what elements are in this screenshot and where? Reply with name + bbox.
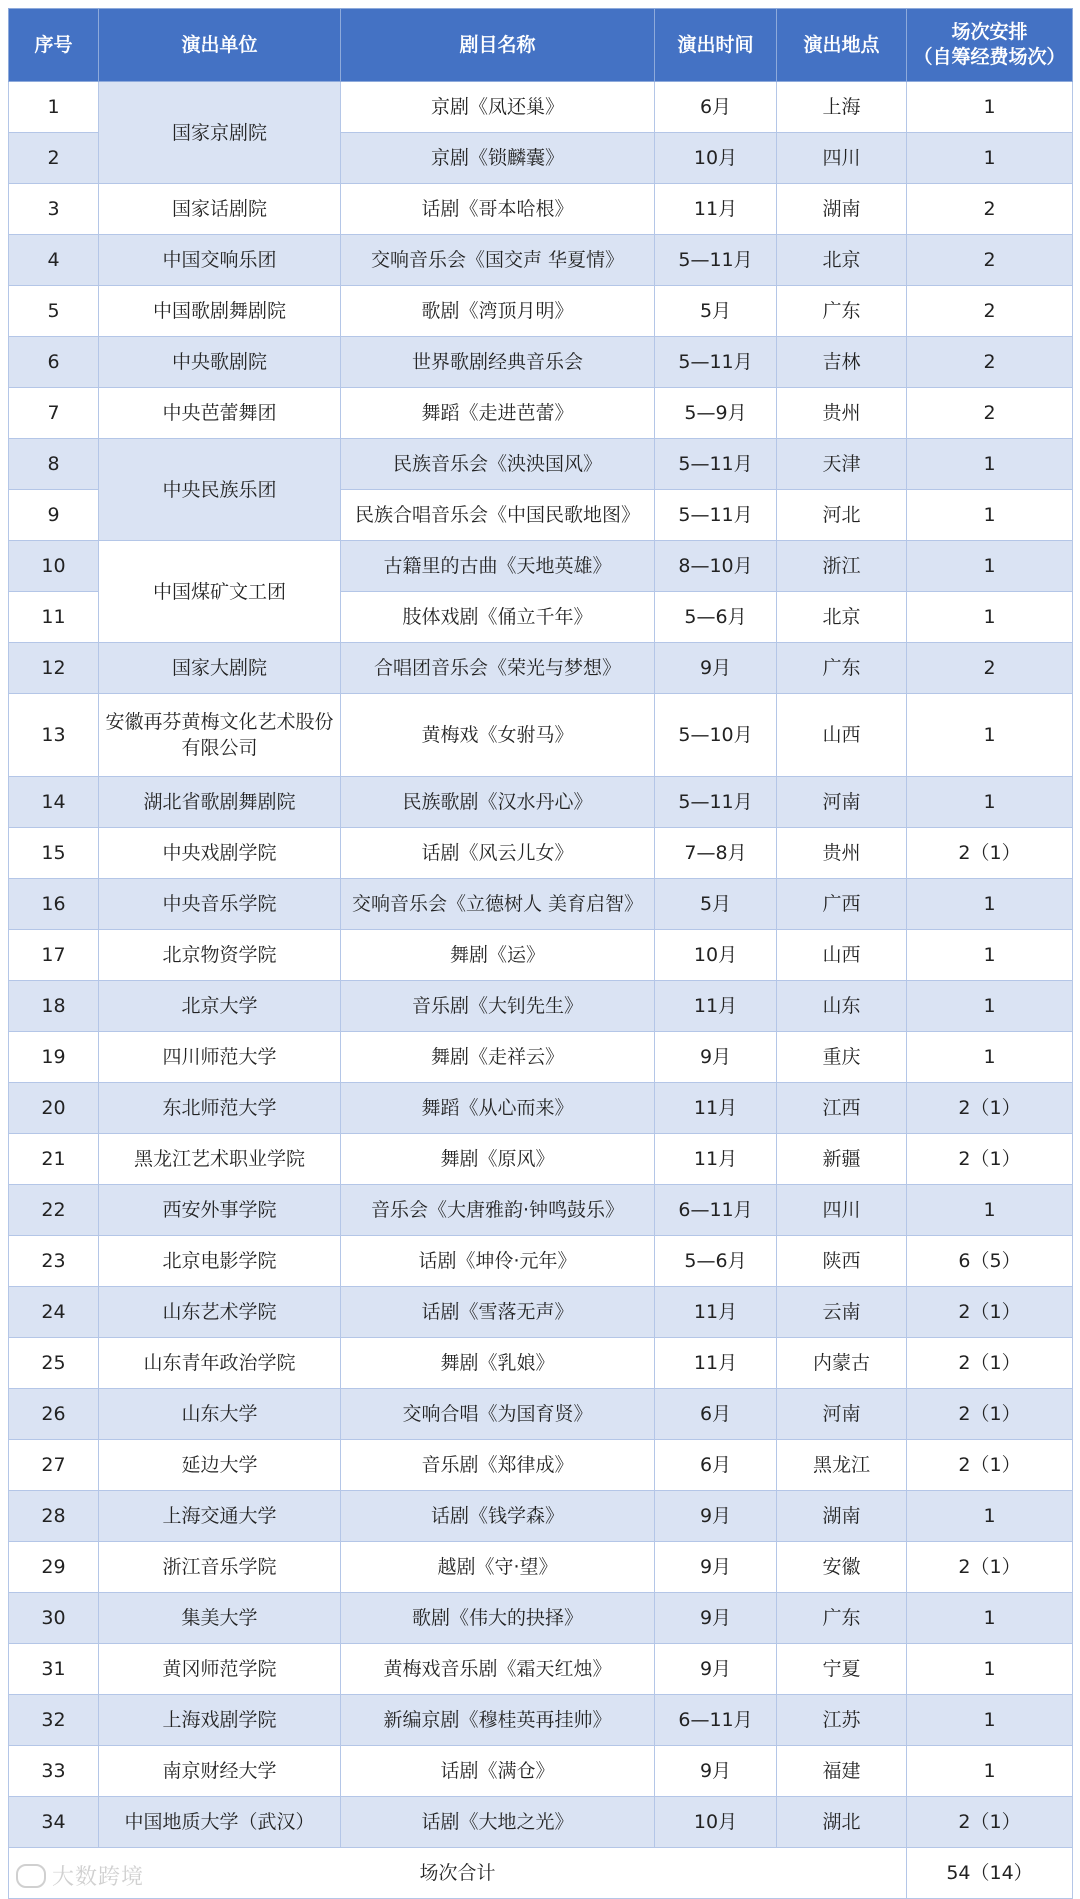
- cell-place: 湖北: [777, 1797, 907, 1848]
- cell-unit: 四川师范大学: [99, 1032, 341, 1083]
- table-row: [9, 930, 1073, 981]
- cell-no: 33: [9, 1746, 99, 1797]
- cell-count: 2: [907, 337, 1073, 388]
- cell-no: 18: [9, 981, 99, 1032]
- cell-program: 话剧《坤伶·元年》: [341, 1236, 655, 1287]
- cell-program: 音乐会《大唐雅韵·钟鸣鼓乐》: [341, 1185, 655, 1236]
- cell-no: 21: [9, 1134, 99, 1185]
- cell-no: 25: [9, 1338, 99, 1389]
- cell-program: 京剧《凤还巢》: [341, 82, 655, 133]
- cell-program: 肢体戏剧《俑立千年》: [341, 592, 655, 643]
- table-row: [9, 1185, 1073, 1236]
- cell-count: 1: [907, 879, 1073, 930]
- performance-table: [8, 8, 1073, 1899]
- cell-count: 2（1）: [907, 1389, 1073, 1440]
- cell-unit: 中国地质大学（武汉）: [99, 1797, 341, 1848]
- cell-no: 19: [9, 1032, 99, 1083]
- table-body: [9, 82, 1073, 1899]
- cell-count: 1: [907, 439, 1073, 490]
- cell-count: 1: [907, 777, 1073, 828]
- cell-time: 7—8月: [655, 828, 777, 879]
- cell-count: 2: [907, 235, 1073, 286]
- cell-place: 重庆: [777, 1032, 907, 1083]
- cell-place: 广东: [777, 643, 907, 694]
- cell-time: 11月: [655, 1338, 777, 1389]
- header-count-line1: 场次安排: [951, 21, 1028, 43]
- table-row: [9, 1032, 1073, 1083]
- cell-count: 2: [907, 643, 1073, 694]
- table-row: [9, 694, 1073, 777]
- cell-place: 山西: [777, 694, 907, 777]
- cell-unit: 中国煤矿文工团: [99, 541, 341, 643]
- table-row: [9, 1338, 1073, 1389]
- cell-program: 话剧《钱学森》: [341, 1491, 655, 1542]
- header-count: [907, 9, 1073, 82]
- cell-place: 吉林: [777, 337, 907, 388]
- table-row: [9, 828, 1073, 879]
- cell-program: 交响音乐会《国交声 华夏情》: [341, 235, 655, 286]
- table-row: [9, 337, 1073, 388]
- cell-count: 1: [907, 1491, 1073, 1542]
- cell-time: 5月: [655, 286, 777, 337]
- watermark-text: 大数跨境: [52, 1865, 145, 1890]
- cell-time: 9月: [655, 1491, 777, 1542]
- cell-count: 2（1）: [907, 1542, 1073, 1593]
- table-row: [9, 981, 1073, 1032]
- cell-unit: 集美大学: [99, 1593, 341, 1644]
- cell-program: 新编京剧《穆桂英再挂帅》: [341, 1695, 655, 1746]
- cell-place: 宁夏: [777, 1644, 907, 1695]
- cell-time: 6月: [655, 1389, 777, 1440]
- cell-unit: 东北师范大学: [99, 1083, 341, 1134]
- cell-count: 1: [907, 1593, 1073, 1644]
- cell-program: 合唱团音乐会《荣光与梦想》: [341, 643, 655, 694]
- cell-time: 10月: [655, 1797, 777, 1848]
- cell-program: 话剧《雪落无声》: [341, 1287, 655, 1338]
- cell-unit: 国家话剧院: [99, 184, 341, 235]
- cell-unit: 中央芭蕾舞团: [99, 388, 341, 439]
- table-row: [9, 1440, 1073, 1491]
- table-row: [9, 1644, 1073, 1695]
- cell-no: 10: [9, 541, 99, 592]
- cell-time: 9月: [655, 1542, 777, 1593]
- cell-place: 天津: [777, 439, 907, 490]
- cell-program: 越剧《守·望》: [341, 1542, 655, 1593]
- total-row: [9, 1848, 1073, 1899]
- cell-unit: 黄冈师范学院: [99, 1644, 341, 1695]
- cell-count: 1: [907, 133, 1073, 184]
- cell-count: 2（1）: [907, 1338, 1073, 1389]
- cell-count: 1: [907, 1185, 1073, 1236]
- header-row: [9, 9, 1073, 82]
- cell-time: 5—11月: [655, 337, 777, 388]
- cell-program: 舞剧《走祥云》: [341, 1032, 655, 1083]
- cell-program: 民族歌剧《汉水丹心》: [341, 777, 655, 828]
- cell-place: 贵州: [777, 828, 907, 879]
- cell-place: 贵州: [777, 388, 907, 439]
- cell-count: 1: [907, 981, 1073, 1032]
- cell-no: 13: [9, 694, 99, 777]
- cell-no: 8: [9, 439, 99, 490]
- cell-time: 5—6月: [655, 592, 777, 643]
- table-row: [9, 1593, 1073, 1644]
- cell-program: 黄梅戏《女驸马》: [341, 694, 655, 777]
- cell-time: 11月: [655, 981, 777, 1032]
- cell-count: 2: [907, 184, 1073, 235]
- cell-no: 32: [9, 1695, 99, 1746]
- cell-place: 江西: [777, 1083, 907, 1134]
- cell-time: 5—9月: [655, 388, 777, 439]
- cell-time: 11月: [655, 1083, 777, 1134]
- cell-unit: 国家大剧院: [99, 643, 341, 694]
- cell-time: 6—11月: [655, 1185, 777, 1236]
- cell-no: 26: [9, 1389, 99, 1440]
- cell-time: 5—11月: [655, 439, 777, 490]
- cell-unit: 浙江音乐学院: [99, 1542, 341, 1593]
- cell-place: 河南: [777, 777, 907, 828]
- table-row: [9, 1695, 1073, 1746]
- cell-place: 四川: [777, 1185, 907, 1236]
- cell-count: 2（1）: [907, 1083, 1073, 1134]
- cell-count: 6（5）: [907, 1236, 1073, 1287]
- cell-program: 话剧《哥本哈根》: [341, 184, 655, 235]
- table-row: [9, 82, 1073, 133]
- cell-unit: 延边大学: [99, 1440, 341, 1491]
- cell-program: 交响合唱《为国育贤》: [341, 1389, 655, 1440]
- table-row: [9, 1083, 1073, 1134]
- header-time: 演出时间: [655, 9, 777, 82]
- cell-time: 11月: [655, 1134, 777, 1185]
- cell-time: 11月: [655, 184, 777, 235]
- cell-no: 7: [9, 388, 99, 439]
- cell-unit: 北京电影学院: [99, 1236, 341, 1287]
- cell-time: 9月: [655, 643, 777, 694]
- cell-count: 2（1）: [907, 1287, 1073, 1338]
- cell-no: 16: [9, 879, 99, 930]
- cell-place: 山西: [777, 930, 907, 981]
- cell-no: 5: [9, 286, 99, 337]
- cell-time: 5—11月: [655, 235, 777, 286]
- header-program: 剧目名称: [341, 9, 655, 82]
- cell-unit: 安徽再芬黄梅文化艺术股份有限公司: [99, 694, 341, 777]
- cell-count: 1: [907, 1746, 1073, 1797]
- cell-program: 民族合唱音乐会《中国民歌地图》: [341, 490, 655, 541]
- watermark: [16, 1860, 144, 1891]
- cell-unit: 北京大学: [99, 981, 341, 1032]
- cell-place: 安徽: [777, 1542, 907, 1593]
- cell-program: 舞剧《运》: [341, 930, 655, 981]
- cell-count: 1: [907, 930, 1073, 981]
- cell-place: 陕西: [777, 1236, 907, 1287]
- cell-unit: 黑龙江艺术职业学院: [99, 1134, 341, 1185]
- cell-program: 黄梅戏音乐剧《霜天红烛》: [341, 1644, 655, 1695]
- cell-no: 27: [9, 1440, 99, 1491]
- cell-unit: 中央民族乐团: [99, 439, 341, 541]
- cell-place: 广东: [777, 286, 907, 337]
- cell-time: 6—11月: [655, 1695, 777, 1746]
- cell-unit: 中国歌剧舞剧院: [99, 286, 341, 337]
- cell-program: 舞剧《原风》: [341, 1134, 655, 1185]
- cell-time: 10月: [655, 133, 777, 184]
- table-row: [9, 184, 1073, 235]
- cell-count: 2: [907, 286, 1073, 337]
- cell-program: 古籍里的古曲《天地英雄》: [341, 541, 655, 592]
- cell-no: 29: [9, 1542, 99, 1593]
- cell-no: 22: [9, 1185, 99, 1236]
- cell-no: 6: [9, 337, 99, 388]
- cell-unit: 中国交响乐团: [99, 235, 341, 286]
- cell-unit: 上海交通大学: [99, 1491, 341, 1542]
- cell-time: 9月: [655, 1644, 777, 1695]
- table-row: [9, 1491, 1073, 1542]
- cell-place: 北京: [777, 592, 907, 643]
- cell-no: 14: [9, 777, 99, 828]
- cell-no: 15: [9, 828, 99, 879]
- cell-program: 世界歌剧经典音乐会: [341, 337, 655, 388]
- table-row: [9, 1389, 1073, 1440]
- cell-unit: 山东青年政治学院: [99, 1338, 341, 1389]
- cell-unit: 中央戏剧学院: [99, 828, 341, 879]
- cell-time: 6月: [655, 82, 777, 133]
- cell-no: 23: [9, 1236, 99, 1287]
- table-row: [9, 286, 1073, 337]
- cell-count: 1: [907, 1032, 1073, 1083]
- cell-place: 湖南: [777, 1491, 907, 1542]
- table-row: [9, 1134, 1073, 1185]
- cell-program: 交响音乐会《立德树人 美育启智》: [341, 879, 655, 930]
- cell-program: 音乐剧《郑律成》: [341, 1440, 655, 1491]
- header-count-line2: （自筹经费场次）: [913, 46, 1066, 68]
- cell-count: 1: [907, 82, 1073, 133]
- cell-place: 新疆: [777, 1134, 907, 1185]
- cell-unit: 上海戏剧学院: [99, 1695, 341, 1746]
- cell-no: 17: [9, 930, 99, 981]
- watermark-logo-icon: [16, 1864, 46, 1888]
- table-row: [9, 879, 1073, 930]
- cell-program: 歌剧《伟大的抉择》: [341, 1593, 655, 1644]
- cell-no: 31: [9, 1644, 99, 1695]
- cell-place: 河南: [777, 1389, 907, 1440]
- cell-unit: 国家京剧院: [99, 82, 341, 184]
- table-row: [9, 1542, 1073, 1593]
- total-label: 场次合计: [9, 1848, 907, 1899]
- cell-place: 山东: [777, 981, 907, 1032]
- cell-time: 5—11月: [655, 777, 777, 828]
- cell-count: 2（1）: [907, 1134, 1073, 1185]
- cell-unit: 南京财经大学: [99, 1746, 341, 1797]
- cell-program: 歌剧《湾顶月明》: [341, 286, 655, 337]
- cell-unit: 北京物资学院: [99, 930, 341, 981]
- cell-time: 5—11月: [655, 490, 777, 541]
- cell-time: 5—10月: [655, 694, 777, 777]
- cell-place: 福建: [777, 1746, 907, 1797]
- cell-program: 话剧《满仓》: [341, 1746, 655, 1797]
- cell-program: 民族音乐会《泱泱国风》: [341, 439, 655, 490]
- cell-no: 1: [9, 82, 99, 133]
- cell-no: 11: [9, 592, 99, 643]
- cell-count: 1: [907, 541, 1073, 592]
- cell-time: 8—10月: [655, 541, 777, 592]
- cell-place: 河北: [777, 490, 907, 541]
- cell-count: 1: [907, 490, 1073, 541]
- cell-no: 12: [9, 643, 99, 694]
- cell-program: 舞蹈《走进芭蕾》: [341, 388, 655, 439]
- cell-program: 音乐剧《大钊先生》: [341, 981, 655, 1032]
- cell-no: 3: [9, 184, 99, 235]
- table-row: [9, 1746, 1073, 1797]
- cell-program: 舞蹈《从心而来》: [341, 1083, 655, 1134]
- header-place: 演出地点: [777, 9, 907, 82]
- header-no: 序号: [9, 9, 99, 82]
- table-row: [9, 777, 1073, 828]
- cell-time: 10月: [655, 930, 777, 981]
- cell-place: 广西: [777, 879, 907, 930]
- cell-place: 上海: [777, 82, 907, 133]
- table-row: [9, 388, 1073, 439]
- cell-place: 四川: [777, 133, 907, 184]
- cell-place: 江苏: [777, 1695, 907, 1746]
- table-row: [9, 1287, 1073, 1338]
- cell-time: 6月: [655, 1440, 777, 1491]
- table-row: [9, 643, 1073, 694]
- cell-unit: 中央音乐学院: [99, 879, 341, 930]
- cell-count: 2（1）: [907, 1440, 1073, 1491]
- table-row: [9, 1797, 1073, 1848]
- cell-program: 舞剧《乳娘》: [341, 1338, 655, 1389]
- total-value: 54（14）: [907, 1848, 1073, 1899]
- cell-place: 云南: [777, 1287, 907, 1338]
- cell-no: 34: [9, 1797, 99, 1848]
- cell-count: 2: [907, 388, 1073, 439]
- cell-no: 2: [9, 133, 99, 184]
- header-unit: 演出单位: [99, 9, 341, 82]
- cell-count: 1: [907, 592, 1073, 643]
- cell-count: 2（1）: [907, 1797, 1073, 1848]
- cell-no: 28: [9, 1491, 99, 1542]
- table-row: [9, 235, 1073, 286]
- cell-count: 1: [907, 694, 1073, 777]
- cell-no: 24: [9, 1287, 99, 1338]
- cell-count: 1: [907, 1695, 1073, 1746]
- table-row: [9, 439, 1073, 490]
- cell-program: 话剧《风云儿女》: [341, 828, 655, 879]
- cell-program: 话剧《大地之光》: [341, 1797, 655, 1848]
- table-row: [9, 541, 1073, 592]
- cell-place: 黑龙江: [777, 1440, 907, 1491]
- cell-no: 4: [9, 235, 99, 286]
- cell-time: 5月: [655, 879, 777, 930]
- cell-unit: 山东大学: [99, 1389, 341, 1440]
- cell-time: 9月: [655, 1032, 777, 1083]
- cell-place: 湖南: [777, 184, 907, 235]
- cell-place: 广东: [777, 1593, 907, 1644]
- cell-time: 11月: [655, 1287, 777, 1338]
- cell-no: 9: [9, 490, 99, 541]
- cell-program: 京剧《锁麟囊》: [341, 133, 655, 184]
- cell-count: 2（1）: [907, 828, 1073, 879]
- cell-time: 5—6月: [655, 1236, 777, 1287]
- cell-no: 20: [9, 1083, 99, 1134]
- cell-unit: 西安外事学院: [99, 1185, 341, 1236]
- cell-place: 浙江: [777, 541, 907, 592]
- cell-count: 1: [907, 1644, 1073, 1695]
- cell-unit: 湖北省歌剧舞剧院: [99, 777, 341, 828]
- table-row: [9, 1236, 1073, 1287]
- cell-place: 内蒙古: [777, 1338, 907, 1389]
- cell-unit: 山东艺术学院: [99, 1287, 341, 1338]
- cell-no: 30: [9, 1593, 99, 1644]
- cell-time: 9月: [655, 1593, 777, 1644]
- cell-place: 北京: [777, 235, 907, 286]
- cell-time: 9月: [655, 1746, 777, 1797]
- cell-unit: 中央歌剧院: [99, 337, 341, 388]
- table-container: [8, 8, 1072, 1899]
